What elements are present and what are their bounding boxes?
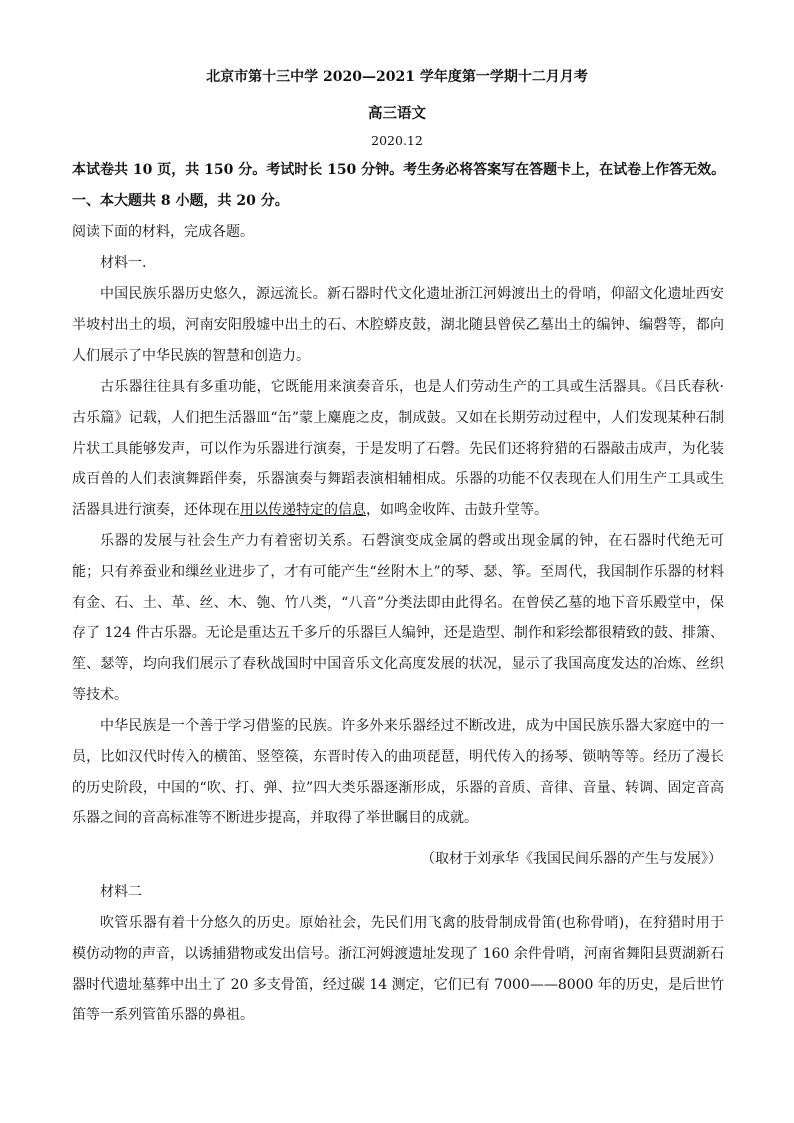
material1-paragraph-4: 中华民族是一个善于学习借鉴的民族。许多外来乐器经过不断改进，成为中国民族乐器大家庭中的一员，比如汉代时传入的横笛、竖箜篌，东晋时传入的曲项琵琶，明代传入的扬琴、锁呐等等。经历了漫长的历史阶段，中国的“吹、打、弹、拉”四大类乐器逐渐形成，乐器的音质、音律、音量、转调、固定音高乐器之间的音高标准等不断进步提高，并取得了举世瞩目的成就。 (72, 718, 724, 827)
subject-title: 高三语文 (368, 105, 426, 122)
exam-title: 北京市第十三中学 2020—2021 学年度第一学期十二月月考 (206, 69, 588, 85)
material1-source: （取材于刘承华《我国民间乐器的产生与发展》） (421, 851, 722, 867)
material2-label: 材料二 (100, 884, 142, 900)
material1-label: 材料一. (100, 255, 147, 271)
section-prompt: 阅读下面的材料，完成各题。 (72, 224, 254, 240)
underlined-phrase: 用以传递特定的信息 (240, 502, 366, 519)
exam-instructions: 本试卷共 10 页，共 150 分。考试时长 150 分钟。考生务必将答案写在答题卡上，在试卷上作答无效。 (72, 162, 726, 178)
section-heading: 一、本大题共 8 小题，共 20 分。 (72, 193, 289, 209)
material1-paragraph-1: 中国民族乐器历史悠久，源远流长。新石器时代文化遗址浙江河姆渡出土的骨哨，仰韶文化遗址西安半坡村出土的埙，河南安阳殷墟中出土的石、木腔蟒皮鼓，湖北随县曾侯乙墓出土的编钟、编磬等，都向人们展示了中华民族的智慧和创造力。 (72, 286, 724, 364)
material1-paragraph-3: 乐器的发展与社会生产力有着密切关系。石磬演变成金属的磬或出现金属的钟，在石器时代绝无可能；只有养蚕业和缫丝业进步了，才有可能产生“丝附木上”的琴、瑟、筝。至周代，我国制作乐器的材料有金、石、土、革、丝、木、匏、竹八类，“八音”分类法即由此得名。在曾侯乙墓的地下音乐殿堂中，保存了 124 件古乐器。无论是重达五千多斤的乐器巨人编钟，还是造型、制作和彩绘都很精致的鼓、排箫、笙、瑟等，均向我们展示了春秋战国时中国音乐文化高度发展的状况，显示了我国高度发达的冶炼、丝织等技术。 (72, 533, 724, 703)
exam-date: 2020.12 (371, 133, 423, 148)
material1-paragraph-2 (72, 372, 724, 526)
paragraph-text: ，如鸣金收阵、击鼓升堂等。 (366, 502, 548, 519)
material2-paragraph-1: 吹管乐器有着十分悠久的历史。原始社会，先民们用飞禽的肢骨制成骨笛(也称骨哨)，在狩猎时用于模仿动物的声音，以诱捕猎物或发出信号。浙江河姆渡遗址发现了 160 余件骨哨，河南省舞阳县贾湖新石器时代遗址墓葬中出土了 20 多支骨笛，经过碳 14 测定，它们已有 7000——8000 年的历史，是后世竹笛等一系列管笛乐器的鼻祖。 (72, 915, 724, 1024)
paragraph-text: 古乐器往往具有多重功能，它既能用来演奏音乐，也是人们劳动生产的工具或生活器具。《吕氏春秋·古乐篇》记载，人们把生活器皿“缶”蒙上麋鹿之皮，制成鼓。又如在长期劳动过程中，人们发现某种石制片状工具能够发声，可以作为乐器进行演奏，于是发明了石磬。先民们还将狩猎的石器敲击成声，为化装成百兽的人们表演舞蹈伴奏，乐器演奏与舞蹈表演相辅相成。乐器的功能不仅表现在人们用生产工具或生活器具进行演奏，还体现在 (72, 379, 724, 519)
